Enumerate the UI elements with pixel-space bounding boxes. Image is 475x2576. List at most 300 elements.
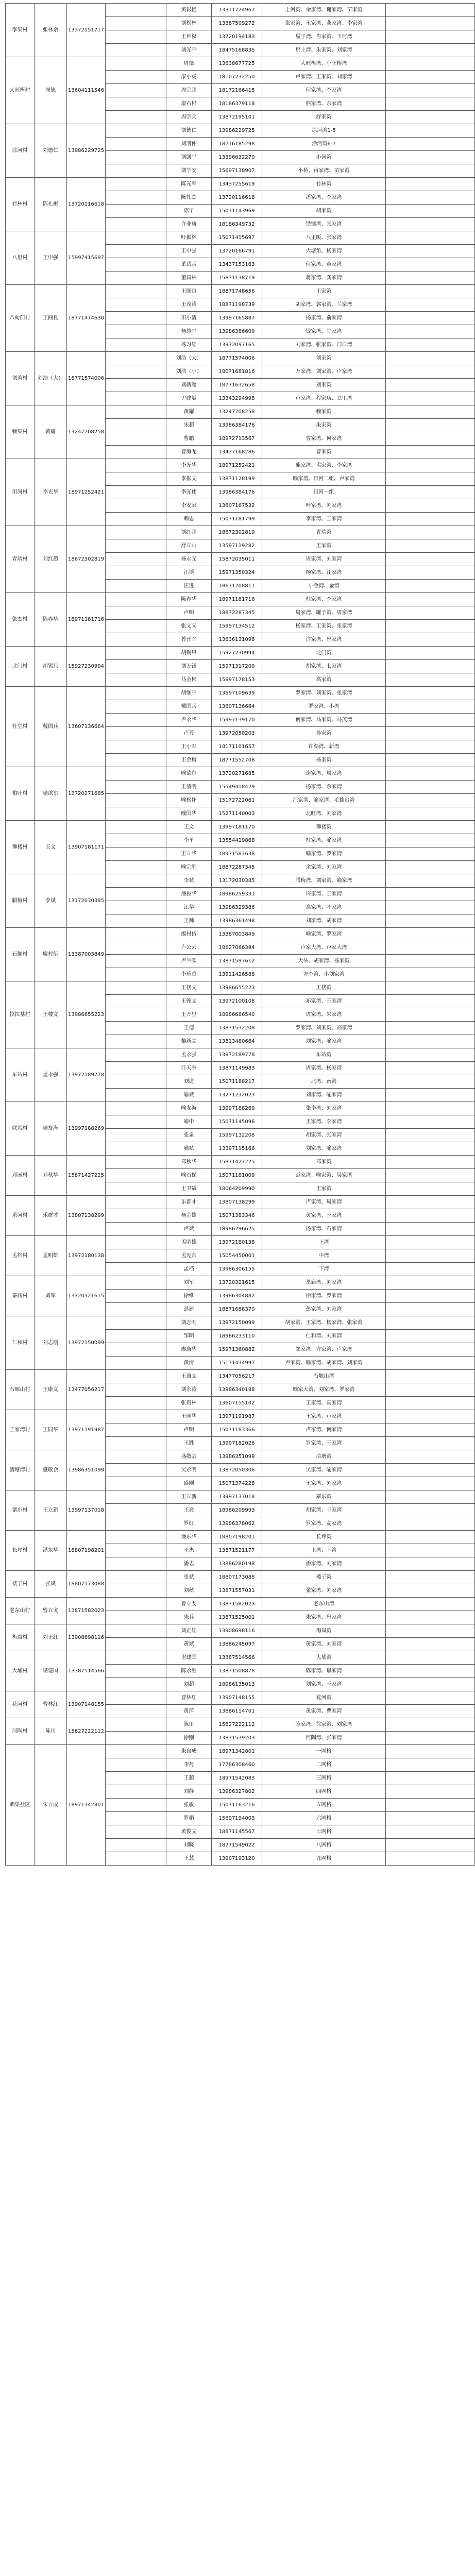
member-phone: 13437153163 [212, 258, 262, 272]
member-name: 曹林红 [166, 1691, 212, 1705]
member-area: 杨家湾、俞家湾 [262, 312, 386, 325]
member-area: 曹家湾、何家湾 [262, 432, 386, 446]
blank-cell [106, 499, 166, 513]
member-name: 黄清 [166, 1357, 212, 1370]
member-name: 盛刚 [166, 1477, 212, 1490]
member-name: 李斌 [166, 874, 212, 888]
member-area: 潘家湾、刘家湾 [262, 1557, 386, 1571]
member-phone: 15871138719 [212, 272, 262, 285]
member-name: 喻国华 [166, 807, 212, 821]
village-leader: 周德 [35, 57, 67, 124]
table-row [6, 1745, 475, 1758]
village-leader-phone: 13807138299 [67, 1196, 106, 1236]
member-name: 廖村伍 [166, 928, 212, 941]
member-phone: 18972713567 [212, 432, 262, 446]
member-phone: 13807138299 [212, 1196, 262, 1209]
member-name: 王万里 [166, 1008, 212, 1022]
blank-cell [106, 1464, 166, 1477]
member-name: 张贵林 [166, 1397, 212, 1410]
member-name: 刘浩（大） [166, 352, 212, 365]
blank-cell [106, 245, 166, 258]
member-phone: 18971542083 [212, 1772, 262, 1785]
member-name: 张斌 [166, 1571, 212, 1584]
member-name: 孟档 [166, 1263, 212, 1276]
blank-cell [386, 138, 475, 151]
blank-cell [106, 432, 166, 446]
member-area: 七网格 [262, 1825, 386, 1839]
member-name: 戴国兵 [166, 700, 212, 714]
table-row [6, 1450, 475, 1464]
member-phone: 15172722061 [212, 794, 262, 807]
member-area: 胡家湾、王家湾、杨家湾、张家湾 [262, 1316, 386, 1330]
blank-cell [386, 472, 475, 486]
member-name: 卢明 [166, 606, 212, 620]
member-area: 张家湾、王家湾、龚家湾、李家湾 [262, 17, 386, 30]
member-phone: 15071163216 [212, 1799, 262, 1812]
blank-cell [386, 432, 475, 446]
table-row [6, 124, 475, 138]
village-leader-phone: 18971342801 [67, 1745, 106, 1866]
member-area: 杜家湾、喻家湾 [262, 834, 386, 848]
member-area: 大埔湾 [262, 1651, 386, 1665]
member-phone: 15071415697 [212, 231, 262, 245]
member-area: 王家湾、高家湾 [262, 1397, 386, 1410]
blank-cell [386, 1785, 475, 1799]
member-area: 何家湾、马家湾、马茂湾 [262, 714, 386, 727]
blank-cell [386, 1062, 475, 1075]
blank-cell [386, 647, 475, 660]
village-leader-phone: 13997137018 [67, 1490, 106, 1531]
table-row [6, 1316, 475, 1330]
village-leader-phone: 15827222112 [67, 1718, 106, 1745]
member-area: 田河一组 [262, 486, 386, 499]
blank-cell [106, 539, 166, 553]
member-phone: 18986135013 [212, 1678, 262, 1691]
village-leader-phone: 13477056217 [67, 1370, 106, 1410]
member-phone: 13437255619 [212, 178, 262, 191]
blank-cell [106, 1437, 166, 1450]
table-row [6, 1490, 475, 1504]
member-phone: 15071183366 [212, 1423, 262, 1437]
member-phone: 13986351099 [212, 1450, 262, 1464]
blank-cell [386, 914, 475, 928]
member-area: 陈家湾、谌家湾 [262, 1665, 386, 1678]
member-name: 乐群才 [166, 1196, 212, 1209]
blank-cell [386, 1048, 475, 1062]
blank-cell [386, 245, 475, 258]
village-leader-phone: 15997415697 [67, 231, 106, 285]
village-leader-phone: 13387514566 [67, 1651, 106, 1691]
member-phone: 15827222112 [212, 1718, 262, 1732]
blank-cell [106, 1450, 166, 1464]
member-name: 李振文 [166, 472, 212, 486]
member-area: 茶庙湾、刘家湾 [262, 1276, 386, 1290]
member-name: 喻松怀 [166, 794, 212, 807]
member-phone: 15549418429 [212, 781, 262, 794]
blank-cell [386, 1089, 475, 1102]
member-phone: 15971360882 [212, 1343, 262, 1357]
member-name: 王立华 [166, 848, 212, 861]
blank-cell [386, 298, 475, 312]
village-leader-phone: 13972150099 [67, 1316, 106, 1370]
member-phone: 15071383346 [212, 1209, 262, 1223]
blank-cell [106, 379, 166, 392]
village-leader: 邓秋华 [35, 1156, 67, 1196]
member-area: 罗家湾、刘家湾、高家湾 [262, 1022, 386, 1035]
member-phone: 13871525001 [212, 1611, 262, 1624]
member-area: 四网格 [262, 1785, 386, 1799]
blank-cell [106, 365, 166, 379]
member-area: 楼子湾 [262, 1571, 386, 1584]
member-area: 卢家湾、王家湾、刘家湾 [262, 71, 386, 84]
member-phone: 18186379118 [212, 97, 262, 111]
blank-cell [386, 1223, 475, 1236]
member-phone: 15054450001 [212, 1249, 262, 1263]
member-phone: 15071181009 [212, 1169, 262, 1182]
blank-cell [106, 981, 166, 995]
blank-cell [386, 486, 475, 499]
member-phone: 15071143969 [212, 205, 262, 218]
blank-cell [106, 1330, 166, 1343]
member-area: 车站湾 [262, 1048, 386, 1062]
village-name: 花河村 [6, 1691, 35, 1718]
blank-cell [106, 1142, 166, 1156]
member-phone: 13886114701 [212, 1705, 262, 1718]
village-name: 北门村 [6, 647, 35, 687]
member-phone: 13397115166 [212, 1142, 262, 1156]
member-name: 喻宗胜 [166, 861, 212, 874]
member-name: 孟明雄 [166, 1236, 212, 1249]
village-leader: 刘浩（大） [35, 352, 67, 405]
blank-cell [106, 486, 166, 499]
member-phone: 13871508878 [212, 1665, 262, 1678]
blank-cell [386, 1303, 475, 1316]
member-phone: 13387003849 [212, 928, 262, 941]
blank-cell [106, 285, 166, 298]
member-phone: 13872195101 [212, 111, 262, 124]
blank-cell [386, 1839, 475, 1852]
member-area: 二网格 [262, 1758, 386, 1772]
village-leader-phone: 18807173088 [67, 1571, 106, 1598]
blank-cell [106, 888, 166, 901]
member-area: 何家湾、童家湾 [262, 258, 386, 272]
blank-cell [106, 1758, 166, 1772]
table-row [6, 647, 475, 660]
member-name: 杨金雄 [166, 1209, 212, 1223]
blank-cell [386, 593, 475, 606]
member-name: 刘光平 [166, 44, 212, 57]
member-name: 盛敬会 [166, 1450, 212, 1464]
blank-cell [386, 57, 475, 71]
blank-cell [106, 164, 166, 178]
blank-cell [386, 740, 475, 754]
blank-cell [386, 1812, 475, 1825]
blank-cell [106, 258, 166, 272]
blank-cell [106, 580, 166, 593]
member-area: 蒋家湾、龚家湾 [262, 272, 386, 285]
blank-cell [106, 1477, 166, 1490]
village-leader-phone: 18807198201 [67, 1531, 106, 1571]
member-area: 罗家湾、王家湾 [262, 1437, 386, 1450]
blank-cell [106, 1423, 166, 1437]
member-area: 周家湾、刘家湾 [262, 553, 386, 566]
member-area: 上湾 [262, 1236, 386, 1249]
member-phone: 13986304882 [212, 1290, 262, 1303]
blank-cell [106, 754, 166, 767]
member-area: 仁和湾、刘家湾 [262, 1330, 386, 1343]
blank-cell [106, 1705, 166, 1718]
blank-cell [106, 1035, 166, 1048]
member-area: 花河湾 [262, 1691, 386, 1705]
blank-cell [106, 553, 166, 566]
member-phone: 18871748656 [212, 285, 262, 298]
member-area: 黄家湾、曹家湾 [262, 1705, 386, 1718]
member-name: 刘静 [166, 1785, 212, 1799]
table-row [6, 1410, 475, 1423]
member-phone: 13907182026 [212, 1437, 262, 1450]
blank-cell [106, 1290, 166, 1303]
blank-cell [106, 1022, 166, 1035]
village-leader-phone: 13720321615 [67, 1276, 106, 1316]
member-area: 北门湾 [262, 647, 386, 660]
member-name: 杨求元 [166, 553, 212, 566]
member-phone: 13871128199 [212, 472, 262, 486]
member-name: 李安家 [166, 499, 212, 513]
blank-cell [386, 1008, 475, 1022]
blank-cell [386, 1182, 475, 1196]
village-name: 八甸门村 [6, 285, 35, 352]
member-name: 李光伟 [166, 486, 212, 499]
blank-cell [386, 714, 475, 727]
blank-cell [386, 1504, 475, 1517]
blank-cell [106, 794, 166, 807]
village-leader: 盛敬会 [35, 1450, 67, 1490]
member-name: 汪天奎 [166, 1062, 212, 1075]
table-row [6, 285, 475, 298]
member-area: 八网格 [262, 1839, 386, 1852]
blank-cell [386, 1665, 475, 1678]
blank-cell [386, 1209, 475, 1223]
blank-cell [106, 660, 166, 673]
member-phone: 13971191987 [212, 1410, 262, 1423]
member-phone: 13813480664 [212, 1035, 262, 1048]
blank-cell [386, 700, 475, 714]
blank-cell [386, 272, 475, 285]
blank-cell [106, 1772, 166, 1785]
blank-cell [386, 1397, 475, 1410]
blank-cell [386, 673, 475, 687]
member-area: 大塘角、杨家湾 [262, 245, 386, 258]
table-row [6, 1571, 475, 1584]
member-name: 王清明 [166, 781, 212, 794]
blank-cell [386, 1745, 475, 1758]
village-leader: 喻欲东 [35, 767, 67, 821]
member-area: 刘家湾 [262, 379, 386, 392]
member-name: 喻友海 [166, 1102, 212, 1115]
village-name: 张杰村 [6, 593, 35, 647]
member-area: 高家湾、叶家湾 [262, 901, 386, 914]
member-phone: 18872287345 [212, 606, 262, 620]
village-leader-phone: 18971181716 [67, 593, 106, 647]
blank-cell [106, 1571, 166, 1584]
blank-cell [106, 57, 166, 71]
member-phone: 15071145096 [212, 1115, 262, 1129]
member-name: 黄彩艳 [166, 4, 212, 17]
blank-cell [386, 1249, 475, 1263]
blank-cell [106, 1276, 166, 1290]
member-area: 陈家湾、徐家湾、刘家湾 [262, 1718, 386, 1732]
member-phone: 13986329386 [212, 901, 262, 914]
member-phone: 13908698116 [212, 1624, 262, 1638]
member-area: 寨东湾 [262, 1490, 386, 1504]
member-phone: 18971587638 [212, 848, 262, 861]
member-area: 中湾 [262, 1249, 386, 1263]
table-row [6, 767, 475, 781]
blank-cell [106, 1678, 166, 1691]
member-area: 邹家湾、方家湾、卢家湾 [262, 1343, 386, 1357]
blank-cell [386, 111, 475, 124]
member-area: 周家湾、罐子湾、周家湾 [262, 606, 386, 620]
member-area: 杨家湾、汪家湾 [262, 566, 386, 580]
member-name: 王茂涛 [166, 298, 212, 312]
member-area: 大头、胡家湾、杨家湾 [262, 955, 386, 968]
blank-cell [106, 1102, 166, 1115]
blank-cell [386, 513, 475, 526]
member-phone: 18107232250 [212, 71, 262, 84]
member-name: 王世权 [166, 30, 212, 44]
blank-cell [386, 1611, 475, 1624]
member-area: 刘家湾、胡家湾 [262, 914, 386, 928]
village-name: 寨东村 [6, 1490, 35, 1531]
village-leader-phone: 13604111546 [67, 57, 106, 124]
member-area: 李家湾、王家湾 [262, 513, 386, 526]
member-phone: 15071374228 [212, 1477, 262, 1490]
village-leader: 张斌 [35, 1571, 67, 1598]
blank-cell [386, 1357, 475, 1370]
member-area: 曹家湾 [262, 446, 386, 459]
table-row [6, 687, 475, 700]
member-phone: 18986233110 [212, 1330, 262, 1343]
member-name: 王翰文 [166, 995, 212, 1008]
contact-table-body [6, 4, 475, 1866]
member-phone: 13477056217 [212, 1370, 262, 1383]
village-leader: 黄耀 [35, 405, 67, 459]
member-area: 九网格 [262, 1852, 386, 1866]
member-name: 江华 [166, 901, 212, 914]
village-name: 腊梅村 [6, 874, 35, 928]
blank-cell [386, 1598, 475, 1611]
member-area: 王家湾、李家湾 [262, 1115, 386, 1129]
member-area: 涂河湾1-5 [262, 124, 386, 138]
village-name: 联希村 [6, 1102, 35, 1156]
table-row [6, 1276, 475, 1290]
member-name: 康石根 [166, 97, 212, 111]
village-name: 孟档村 [6, 1236, 35, 1276]
member-phone: 18627066384 [212, 941, 262, 955]
member-area: 刘家湾、喻家湾 [262, 1142, 386, 1156]
table-row [6, 231, 475, 245]
blank-cell [106, 1785, 166, 1799]
blank-cell [386, 901, 475, 914]
blank-cell [386, 1423, 475, 1437]
village-name: 河陶村 [6, 1718, 35, 1745]
blank-cell [106, 1357, 166, 1370]
blank-cell [106, 97, 166, 111]
member-name: 王金梅 [166, 754, 212, 767]
blank-cell [386, 1236, 475, 1249]
member-area: 罗家湾、高家湾 [262, 1517, 386, 1531]
member-area: 卢家湾、喻家湾、胡家湾、刘家湾 [262, 1357, 386, 1370]
blank-cell [106, 687, 166, 700]
member-phone: 13972050203 [212, 727, 262, 740]
member-area: 卢家湾、周家湾 [262, 1196, 386, 1209]
blank-cell [386, 606, 475, 620]
blank-cell [106, 1732, 166, 1745]
blank-cell [386, 1705, 475, 1718]
blank-cell [386, 1544, 475, 1557]
member-name: 王慧 [166, 1852, 212, 1866]
member-phone: 18986296625 [212, 1223, 262, 1236]
village-leader: 王阁良 [35, 285, 67, 352]
member-area: 黄家湾、王家湾 [262, 1209, 386, 1223]
village-name: 八里村 [6, 231, 35, 285]
member-phone: 15997134512 [212, 620, 262, 633]
member-phone: 13972180138 [212, 1236, 262, 1249]
village-leader-phone: 13720116618 [67, 178, 106, 231]
village-leader-phone: 13972180138 [67, 1236, 106, 1276]
blank-cell [386, 995, 475, 1008]
village-leader: 孟明雄 [35, 1236, 67, 1276]
member-name: 罗娟 [166, 1812, 212, 1825]
blank-cell [106, 1557, 166, 1571]
village-leader: 胡锡只 [35, 647, 67, 687]
village-leader-phone: 18672302819 [67, 526, 106, 593]
member-name: 刘晓 [166, 1839, 212, 1852]
member-area: 许湖湾、新湾 [262, 740, 386, 754]
member-name: 张泉 [166, 1129, 212, 1142]
member-area: 余家湾、刘家湾 [262, 861, 386, 874]
blank-cell [386, 781, 475, 794]
village-name: 长坪村 [6, 1531, 35, 1571]
member-phone: 13720194183 [212, 30, 262, 44]
member-phone: 18971342801 [212, 1745, 262, 1758]
member-phone: 15697194003 [212, 1812, 262, 1825]
table-row [6, 1718, 475, 1732]
member-phone: 13247708258 [212, 405, 262, 419]
member-area: 杜家湾、李家湾 [262, 593, 386, 606]
village-name: 王家湾村 [6, 1410, 35, 1450]
member-name: 陈毕 [166, 205, 212, 218]
member-name: 喻斌 [166, 1142, 212, 1156]
member-name: 孟宪东 [166, 1249, 212, 1263]
blank-cell [386, 1571, 475, 1584]
village-leader-phone: 13871582023 [67, 1598, 106, 1624]
table-row [6, 405, 475, 419]
member-phone: 13986306155 [212, 1263, 262, 1276]
member-phone: 15872035011 [212, 553, 262, 566]
blank-cell [106, 1504, 166, 1517]
blank-cell [106, 1410, 166, 1423]
village-leader-phone: 13387003849 [67, 928, 106, 981]
member-area: 屋子湾、肖家湾、下河湾 [262, 30, 386, 44]
member-name: 刘松林 [166, 17, 212, 30]
member-name: 彭建 [166, 1303, 212, 1316]
member-area: 胡家湾、王家湾 [262, 1504, 386, 1517]
blank-cell [106, 1249, 166, 1263]
blank-cell [386, 834, 475, 848]
blank-cell [106, 1370, 166, 1383]
member-area: 邓家湾 [262, 1156, 386, 1169]
